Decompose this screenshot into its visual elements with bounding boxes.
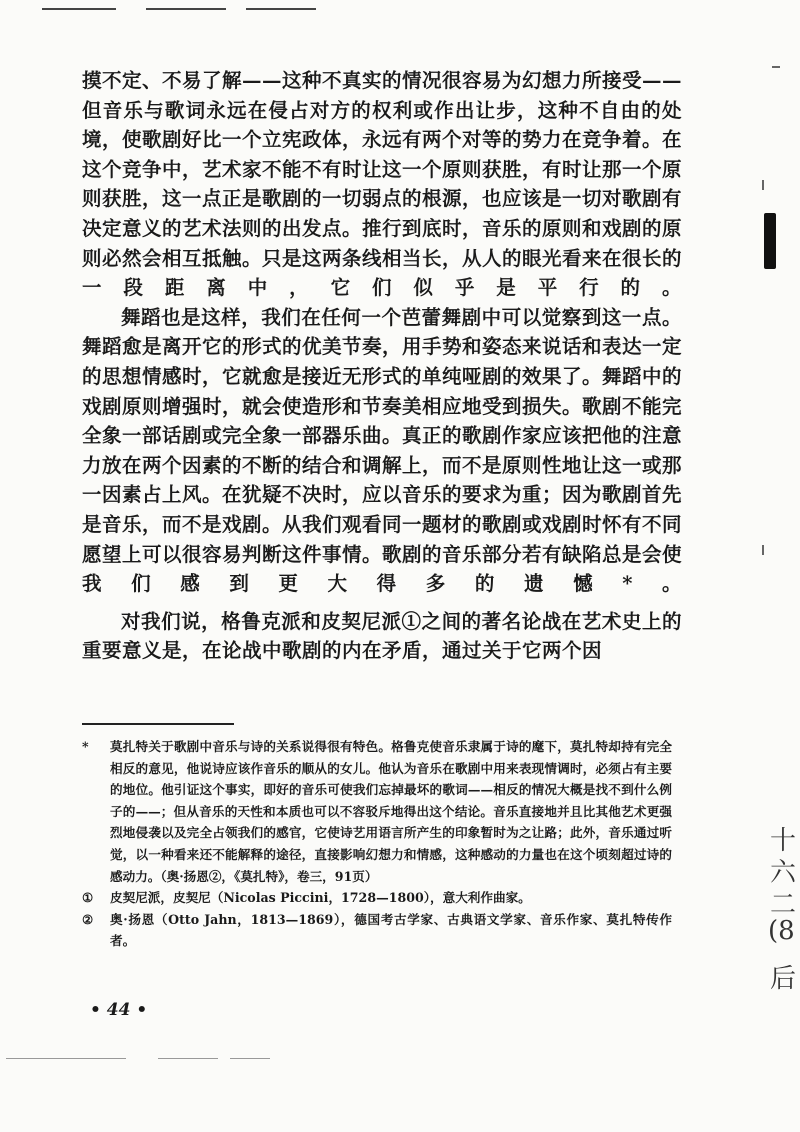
paragraph-2: 舞蹈也是这样，我们在任何一个芭蕾舞剧中可以觉察到这一点。舞蹈愈是离开它的形式的优美节奏，用手势和姿态来说话和表达一定的思想情感时，它就愈是接近无形式的单纯哑剧的效果了。舞蹈中的戏剧原则增强时，就会使造形和节奏美相应地受到损失。歌剧不能完全象一部话剧或完全象一部器乐曲。真正的歌剧作家应该把他的注意力放在两个因素的不断的结合和调解上，而不是原则性地让这一或那一因素占上风。在犹疑不决时，应以音乐的要求为重；因为歌剧首先是音乐，而不是戏剧。从我们观看同一题材的歌剧或戏剧时怀有不同愿望上可以很容易判断这件事情。歌剧的音乐部分若有缺陷总是会使我们感到更大得多的遗憾*。 bbox=[82, 305, 683, 596]
page-number: • 44 • bbox=[90, 1000, 148, 1020]
header-rule-right bbox=[246, 8, 316, 10]
footnote-divider bbox=[82, 723, 234, 725]
footnote-star-text: 莫扎特关于歌剧中音乐与诗的关系说得很有特色。格鲁克使音乐隶属于诗的麾下，莫扎特却持有完全相反的意见，他说诗应该作音乐的顺从的女儿。他认为音乐在歌剧中用来表现情调时，必须占有主要的地位。他引证这个事实，即好的音乐可使我们忘掉最坏的歌词——相反的情况大概是找不到什么例子的——；但从音乐的天性和本质也可以不容驳斥地得出这个结论。音乐直接地并且比其他艺术更强烈地侵袭以及完全占领我们的感官，它使诗艺用语言所产生的印象暂时为之让路；此外，音乐通过听觉，以一种看来还不能解释的途径，直接影响幻想力和情感，这种感动的力量也在这个顷刻超过诗的感动力。（奥·扬恩②，《莫扎特》，卷三，91页） bbox=[110, 739, 672, 884]
body-text bbox=[82, 66, 682, 666]
footnote-2-mark: ② bbox=[82, 911, 94, 927]
footnote-1 bbox=[82, 887, 672, 909]
footnote-star bbox=[82, 736, 672, 887]
header-rule-left bbox=[42, 8, 116, 10]
footnote-1-mark: ① bbox=[82, 890, 94, 906]
margin-mark-4: (8 bbox=[768, 916, 795, 946]
footnote-1-text: 皮契尼派，皮契尼（Nicolas Piccini，1728—1800），意大利作曲家。 bbox=[110, 890, 531, 906]
margin-tick-3 bbox=[762, 545, 764, 555]
footer-rule-mid bbox=[158, 1058, 218, 1059]
footnote-2 bbox=[82, 909, 672, 952]
paragraph-3: 对我们说，格鲁克派和皮契尼派①之间的著名论战在艺术史上的重要意义是，在论战中歌剧的内在矛盾，通过关于它两个因 bbox=[82, 609, 682, 663]
margin-binding-mark bbox=[764, 213, 776, 269]
footnote-2-text: 奥·扬恩（Otto Jahn，1813—1869），德国考古学家、古典语文学家、音乐作家、莫扎特传作者。 bbox=[110, 911, 672, 949]
margin-mark-1: 十 bbox=[770, 826, 797, 856]
header-rule-mid bbox=[146, 8, 226, 10]
margin-mark-2: 六 bbox=[770, 858, 797, 888]
paragraph-1: 摸不定、不易了解——这种不真实的情况很容易为幻想力所接受——但音乐与歌词永远在侵占对方的权利或作出让步，这种不自由的处境，使歌剧好比一个立宪政体，永远有两个对等的势力在竞争着。在这个竞争中，艺术家不能不有时让这一个原则获胜，有时让那一个原则获胜，这一点正是歌剧的一切弱点的根源，也应该是一切对歌剧有决定意义的艺术法则的出发点。推行到底时，音乐的原则和戏剧的原则必然会相互抵触。只是这两条线相当长，从人的眼光看来在很长的一段距离中，它们似乎是平行的。 bbox=[82, 69, 683, 300]
footer-rule-left bbox=[6, 1058, 126, 1059]
footer-rule-right bbox=[230, 1058, 270, 1059]
margin-tick-1 bbox=[772, 66, 780, 68]
margin-mark-5: 后 bbox=[770, 964, 797, 994]
margin-tick-2 bbox=[762, 180, 764, 190]
footnotes bbox=[82, 736, 672, 952]
footnote-star-mark: * bbox=[82, 739, 89, 754]
margin-mark-3: 二 bbox=[770, 890, 797, 920]
